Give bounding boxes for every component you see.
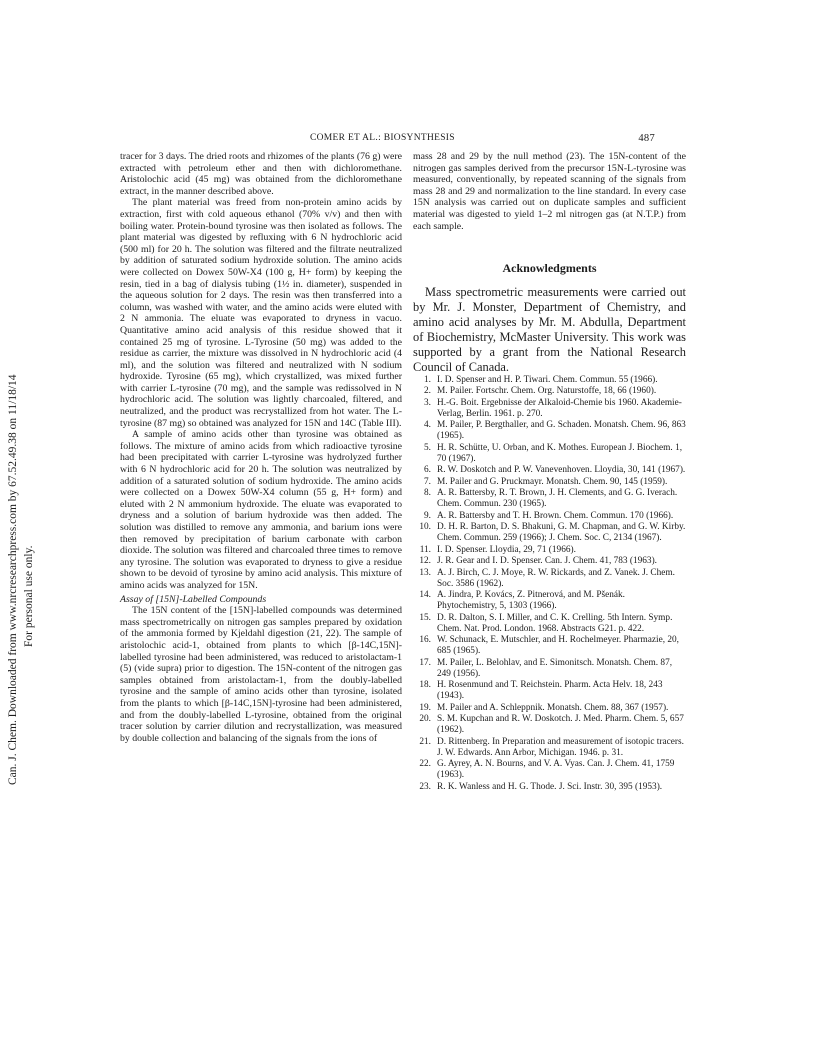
reference-number: 2. <box>424 386 431 397</box>
reference-item <box>413 443 686 465</box>
paragraph-protein-bound-tyrosine: The plant material was freed from non-protein amino acids by extraction, first with cold aqueous ethanol (70% v/v) and then with boiling water. Protein-bound tyrosine was then isolated as follows. The plant material was digested by refluxing with 6 N hydrochloric acid (500 ml) for 20 h. The solution was filtered and the filtrate neutralized by addition of saturated sodium hydroxide solution. The amino acids were collected on Dowex 50W-X4 (100 g, H+ form) by keeping the resin, tied in a bag of dialysis tubing (1½ in. diameter), suspended in the aqueous solution for 2 days. The resin was then transferred into a column, was washed with water, and the amino acids were eluted with 2 N ammonia. The eluate was evaporated to dryness in vacuo. Quantitative amino acid analysis of this residue showed that it contained 25 mg of tyrosine. L-Tyrosine (50 mg) was added to the residue as carrier, the mixture was dissolved in N hydrochloric acid (4 ml), and the solution was filtered and neutralized with N sodium hydroxide. Tyrosine (65 mg), which crystallized, was mixed further with carrier L-tyrosine (70 mg), and the sample was redissolved in N hydrochloric acid. The solution was lightly charcoaled, filtered, and neutralized, and the product was recrystallized from hot water. The L-tyrosine (87 mg) so obtained was analyzed for 15N and 14C (Table III). <box>120 197 402 429</box>
reference-number: 19. <box>419 702 431 713</box>
reference-number: 23. <box>419 781 431 792</box>
acknowledgments-text: Mass spectrometric measurements were carried out by Mr. J. Monster, Department of Chemistry, and amino acid analyses by Mr. M. Abdulla, Department of Biochemistry, McMaster University. This work was supported by a grant from the National Research Council of Canada. <box>413 284 686 374</box>
reference-text: M. Pailer, L. Belohlav, and E. Simonitsch. Monatsh. Chem. 87, 249 (1956). <box>437 657 673 679</box>
reference-number: 18. <box>419 680 431 691</box>
reference-text: M. Pailer. Fortschr. Chem. Org. Naturstoffe, 18, 66 (1960). <box>437 386 657 397</box>
reference-text: R. W. Doskotch and P. W. Vanevenhoven. Lloydia, 30, 141 (1967). <box>437 465 686 476</box>
reference-item <box>413 545 686 556</box>
reference-number: 7. <box>424 476 431 487</box>
reference-item <box>413 680 686 702</box>
watermark-line-source: Can. J. Chem. Downloaded from www.nrcresearchpress.com by 67.52.49.38 on 11/18/14 <box>7 374 19 785</box>
reference-item <box>413 714 686 736</box>
running-header <box>110 133 655 147</box>
reference-text: S. M. Kupchan and R. W. Doskotch. J. Med. Pharm. Chem. 5, 657 (1962). <box>437 714 684 736</box>
reference-item <box>413 759 686 781</box>
reference-number: 11. <box>419 544 431 555</box>
reference-item <box>413 635 686 657</box>
reference-text: H. R. Schütte, U. Orban, and K. Mothes. European J. Biochem. 1, 70 (1967). <box>437 442 683 464</box>
reference-number: 3. <box>424 397 431 408</box>
reference-text: I. D. Spenser. Lloydia, 29, 71 (1966). <box>437 544 576 555</box>
paragraph-other-amino-acids: A sample of amino acids other than tyrosine was obtained as follows. The mixture of amino acids from which radioactive tyrosine had been precipitated with carrier L-tyrosine was hydrolyzed further with 6 N hydrochloric acid for 20 h. The solution was neutralized by addition of a saturated solution of sodium hydroxide. The amino acids were collected on a Dowex 50W-X4 column (55 g, H+ form) and eluted with 2 N ammonium hydroxide. The eluate was evaporated to dryness and a solution of barium hydroxide was then added. The solution was distilled to remove any ammonia, and barium ions were then removed by precipitation of barium carbonate with carbon dioxide. The solution was filtered and charcoaled three times to remove any tyrosine. The solution was evaporated to dryness to give a residue shown to be devoid of tyrosine by amino acid analysis. This mixture of amino acids was analyzed for 15N. <box>120 429 402 591</box>
left-column <box>120 151 402 744</box>
reference-text: G. Ayrey, A. N. Bourns, and V. A. Vyas. Can. J. Chem. 41, 1759 (1963). <box>437 759 675 781</box>
reference-number: 8. <box>424 488 431 499</box>
reference-number: 20. <box>419 714 431 725</box>
reference-item <box>413 465 686 476</box>
reference-list <box>413 375 686 793</box>
reference-text: A. R. Battersby, R. T. Brown, J. H. Clements, and G. G. Iverach. Chem. Commun. 230 (1965). <box>437 488 678 510</box>
reference-text: D. R. Dalton, S. I. Miller, and C. K. Crelling. 5th Intern. Symp. Chem. Nat. Prod. London. 1968. Abstracts G21. p. 422. <box>437 612 673 634</box>
reference-number: 12. <box>419 556 431 567</box>
reference-text: M. Pailer and G. Pruckmayr. Monatsh. Chem. 90, 145 (1959). <box>437 476 668 487</box>
reference-number: 1. <box>424 374 431 385</box>
reference-text: A. R. Battersby and T. H. Brown. Chem. Commun. 170 (1966). <box>437 510 674 521</box>
reference-text: D. Rittenberg. In Preparation and measurement of isotopic tracers. J. W. Edwards. Ann Arbor, Michigan. 1946. p. 31. <box>437 736 684 758</box>
acknowledgments-heading: Acknowledgments <box>502 261 597 276</box>
reference-item <box>413 590 686 612</box>
reference-number: 4. <box>424 420 431 431</box>
reference-number: 6. <box>424 465 431 476</box>
reference-item <box>413 477 686 488</box>
reference-text: D. H. R. Barton, D. S. Bhakuni, G. M. Chapman, and G. W. Kirby. Chem. Commun. 259 (1966); J. Chem. Soc. C, 2134 (1967). <box>437 522 686 544</box>
reference-item <box>413 511 686 522</box>
reference-number: 16. <box>419 635 431 646</box>
reference-text: M. Pailer, P. Bergthaller, and G. Schaden. Monatsh. Chem. 96, 863 (1965). <box>437 420 686 442</box>
reference-text: A. J. Birch, C. J. Moye, R. W. Rickards, and Z. Vanek. J. Chem. Soc. 3586 (1962). <box>437 567 675 589</box>
reference-item <box>413 398 686 420</box>
reference-item <box>413 782 686 793</box>
reference-number: 22. <box>419 759 431 770</box>
watermark-line-personal-use: For personal use only. <box>22 545 35 647</box>
reference-text: I. D. Spenser and H. P. Tiwari. Chem. Commun. 55 (1966). <box>437 374 658 385</box>
reference-item <box>413 375 686 386</box>
reference-text: W. Schunack, E. Mutschler, and H. Rochelmeyer. Pharmazie, 20, 685 (1965). <box>437 635 679 657</box>
reference-text: R. K. Wanless and H. G. Thode. J. Sci. Instr. 30, 395 (1953). <box>437 781 663 792</box>
paragraph-continuation: mass 28 and 29 by the null method (23). The 15N-content of the nitrogen gas samples derived from the precursor 15N-L-tyrosine was measured, conventionally, by repeated scanning of the signals from mass 28 and 29 and normalization to the line standard. In every case 15N analysis was carried out on duplicate samples and sufficient material was digested to yield 1–2 ml nitrogen gas (at N.T.P.) from each sample. <box>413 151 686 232</box>
paragraph-assay: The 15N content of the [15N]-labelled compounds was determined mass spectrometrically on nitrogen gas samples prepared by oxidation of the ammonia formed by Kjeldahl digestion (21, 22). The sample of aristolochic acid-1, obtained from plants to which [β-14C,15N]-labelled tyrosine had been administered, was reduced to aristolactam-1 (5) (vide supra) prior to digestion. The 15N-content of the nitrogen gas samples obtained from aristolactam-1, from the doubly-labelled tyrosine and the sample of amino acids other than tyrosine, isolated from the plants to which [β-14C,15N]-tyrosine had been administered, and from the doubly-labelled L-tyrosine, obtained from the original tracer solution by carrier dilution and recrystallization, was measured by double collection and balancing of the signals from the ions of <box>120 605 402 744</box>
reference-item <box>413 658 686 680</box>
reference-number: 21. <box>419 736 431 747</box>
reference-number: 5. <box>424 442 431 453</box>
reference-text: H. Rosenmund and T. Reichstein. Pharm. Acta Helv. 18, 243 (1943). <box>437 680 663 702</box>
reference-text: A. Jindra, P. Kovács, Z. Pitnerová, and M. Pšenák. Phytochemistry, 5, 1303 (1966). <box>437 590 625 612</box>
reference-number: 17. <box>419 657 431 668</box>
reference-number: 10. <box>419 522 431 533</box>
reference-number: 13. <box>419 567 431 578</box>
reference-item <box>413 386 686 397</box>
reference-number: 15. <box>419 612 431 623</box>
reference-item <box>413 613 686 635</box>
download-watermark <box>6 145 46 785</box>
reference-item <box>413 737 686 759</box>
section-heading-assay: Assay of [15N]-Labelled Compounds <box>120 593 267 605</box>
paragraph-tracer: tracer for 3 days. The dried roots and rhizomes of the plants (76 g) were extracted with petroleum ether and then with dichloromethane. Aristolochic acid (45 mg) was obtained from the dichloromethane extract, in the manner described above. <box>120 151 402 197</box>
reference-number: 9. <box>424 510 431 521</box>
reference-text: H.-G. Boit. Ergebnisse der Alkaloid-Chemie bis 1960. Akademie-Verlag, Berlin. 1961. p. 270. <box>437 397 682 419</box>
reference-item <box>413 556 686 567</box>
reference-item <box>413 522 686 544</box>
running-title: COMER ET AL.: BIOSYNTHESIS <box>310 133 455 143</box>
reference-number: 14. <box>419 590 431 601</box>
page-number: 487 <box>638 133 655 144</box>
reference-text: M. Pailer and A. Schleppnik. Monatsh. Chem. 88, 367 (1957). <box>437 702 669 713</box>
reference-item <box>413 568 686 590</box>
reference-item <box>413 703 686 714</box>
reference-item <box>413 420 686 442</box>
reference-item <box>413 488 686 510</box>
reference-text: J. R. Gear and I. D. Spenser. Can. J. Chem. 41, 783 (1963). <box>437 556 657 567</box>
right-column <box>413 151 686 793</box>
